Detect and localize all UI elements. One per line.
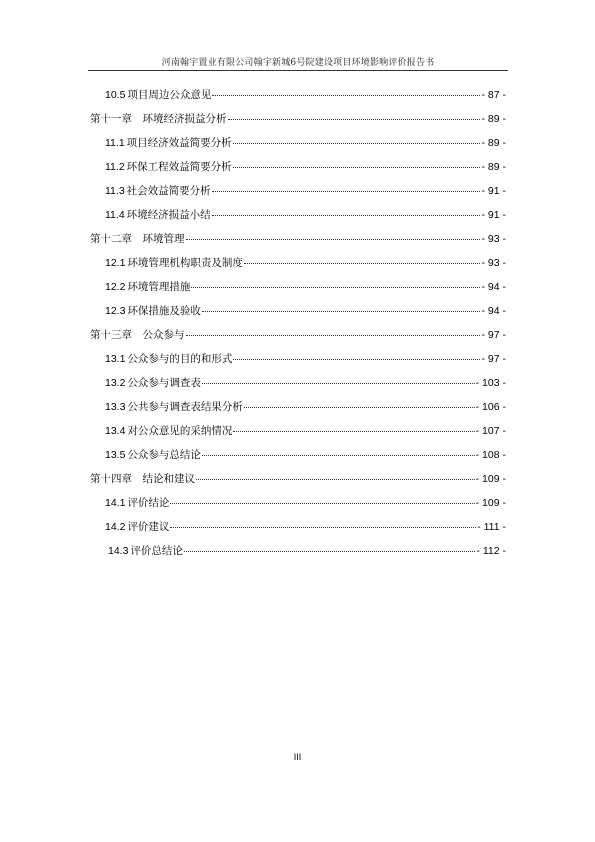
toc-page-number: - 103 - <box>475 377 506 389</box>
toc-title: 公众参与的目的和形式 <box>127 353 233 365</box>
toc-title: 评价总结论 <box>130 545 183 557</box>
dot-leader <box>170 493 474 504</box>
dot-leader <box>191 277 480 288</box>
toc-section-number: 13.4 <box>105 425 126 437</box>
toc-section-number: 11.1 <box>105 137 125 149</box>
toc-title: 评价建议 <box>127 521 170 533</box>
toc-section-entry[interactable] <box>105 87 506 101</box>
dot-leader <box>184 541 475 552</box>
header-divider <box>88 70 508 71</box>
toc-page-number: - 109 - <box>475 497 506 509</box>
toc-section-number: 13.1 <box>105 353 126 365</box>
dot-leader <box>186 325 481 336</box>
toc-section-entry[interactable] <box>108 543 506 557</box>
dot-leader <box>244 397 475 408</box>
toc-title: 对公众意见的采纳情况 <box>127 425 233 437</box>
toc-section-entry[interactable] <box>105 495 506 509</box>
toc-chapter-entry[interactable] <box>90 327 506 341</box>
toc-page-number: - 97 - <box>481 329 506 341</box>
toc-title: 环保措施及验收 <box>127 305 201 317</box>
dot-leader <box>170 517 476 528</box>
toc-section-entry[interactable] <box>105 351 506 365</box>
toc-page-number: - 94 - <box>481 281 506 293</box>
toc-section-entry[interactable] <box>105 159 506 173</box>
dot-leader <box>233 133 481 144</box>
toc-section-number: 12.1 <box>105 257 126 269</box>
toc-title: 环境经济损益小结 <box>126 209 211 221</box>
toc-section-number: 14.1 <box>105 497 126 509</box>
toc-title: 第十三章 公众参与 <box>90 329 185 341</box>
toc-title: 第十四章 结论和建议 <box>90 473 195 485</box>
dot-leader <box>202 445 475 456</box>
toc-page-number: - 89 - <box>481 137 506 149</box>
dot-leader <box>233 421 474 432</box>
toc-title: 环保工程效益简要分析 <box>126 161 232 173</box>
toc-section-entry[interactable] <box>105 279 506 293</box>
toc-chapter-entry[interactable] <box>90 471 506 485</box>
toc-title: 公共参与调查表结果分析 <box>127 401 243 413</box>
toc-section-entry[interactable] <box>105 207 506 221</box>
toc-section-number: 11.2 <box>105 161 125 173</box>
toc-section-entry[interactable] <box>105 303 506 317</box>
toc-section-entry[interactable] <box>105 519 506 533</box>
toc-section-number: 12.2 <box>105 281 126 293</box>
toc-section-number: 13.5 <box>105 449 126 461</box>
toc-section-number: 12.3 <box>105 305 126 317</box>
toc-section-entry[interactable] <box>105 399 506 413</box>
toc-page-number: - 91 - <box>481 185 506 197</box>
toc-section-entry[interactable] <box>105 255 506 269</box>
document-header: 河南翰宇置业有限公司翰宇新城6号院建设项目环境影响评价报告书 <box>161 58 435 68</box>
toc-page-number: - 93 - <box>481 233 506 245</box>
toc-section-number: 11.3 <box>105 185 125 197</box>
toc-title: 环境管理措施 <box>127 281 191 293</box>
dot-leader <box>228 109 481 120</box>
dot-leader <box>186 229 481 240</box>
toc-section-number: 14.2 <box>105 521 126 533</box>
toc-section-entry[interactable] <box>105 135 506 149</box>
toc-page-number: - 108 - <box>475 449 506 461</box>
toc-title: 公众参与总结论 <box>127 449 201 461</box>
page-number: III <box>293 752 302 762</box>
toc-title: 公众参与调查表 <box>127 377 201 389</box>
toc-title: 社会效益简要分析 <box>126 185 211 197</box>
toc-page-number: - 106 - <box>475 401 506 413</box>
toc-title: 项目经济效益简要分析 <box>126 137 232 149</box>
toc-page-number: - 91 - <box>481 209 506 221</box>
toc-section-entry[interactable] <box>105 183 506 197</box>
toc-section-number: 10.5 <box>105 89 126 101</box>
toc-page-number: - 93 - <box>481 257 506 269</box>
toc-section-number: 11.4 <box>105 209 125 221</box>
toc-page-number: - 97 - <box>481 353 506 365</box>
toc-page-number: - 94 - <box>481 305 506 317</box>
toc-section-number: 13.2 <box>105 377 126 389</box>
dot-leader <box>233 157 481 168</box>
dot-leader <box>244 253 481 264</box>
toc-page-number: - 112 - <box>476 545 506 557</box>
toc-section-entry[interactable] <box>105 375 506 389</box>
dot-leader <box>233 349 480 360</box>
dot-leader <box>212 205 481 216</box>
dot-leader <box>196 469 475 480</box>
toc-title: 环境管理机构职责及制度 <box>127 257 243 269</box>
toc-page-number: - 87 - <box>481 89 506 101</box>
toc-section-entry[interactable] <box>105 423 506 437</box>
toc-section-number: 13.3 <box>105 401 126 413</box>
toc-page-number: - 109 - <box>475 473 506 485</box>
dot-leader <box>202 301 481 312</box>
dot-leader <box>212 85 480 96</box>
toc-section-number: 14.3 <box>108 545 129 557</box>
toc-title: 第十二章 环境管理 <box>90 233 185 245</box>
toc-section-entry[interactable] <box>105 447 506 461</box>
toc-page-number: - 107 - <box>475 425 506 437</box>
toc-page-number: - 89 - <box>481 113 506 125</box>
toc-title: 项目周边公众意见 <box>127 89 212 101</box>
toc-page-number: - 89 - <box>481 161 506 173</box>
toc-chapter-entry[interactable] <box>90 111 506 125</box>
toc-title: 评价结论 <box>127 497 170 509</box>
dot-leader <box>202 373 475 384</box>
toc-page-number: - 111 - <box>477 521 506 533</box>
dot-leader <box>212 181 481 192</box>
toc-chapter-entry[interactable] <box>90 231 506 245</box>
toc-title: 第十一章 环境经济损益分析 <box>90 113 227 125</box>
